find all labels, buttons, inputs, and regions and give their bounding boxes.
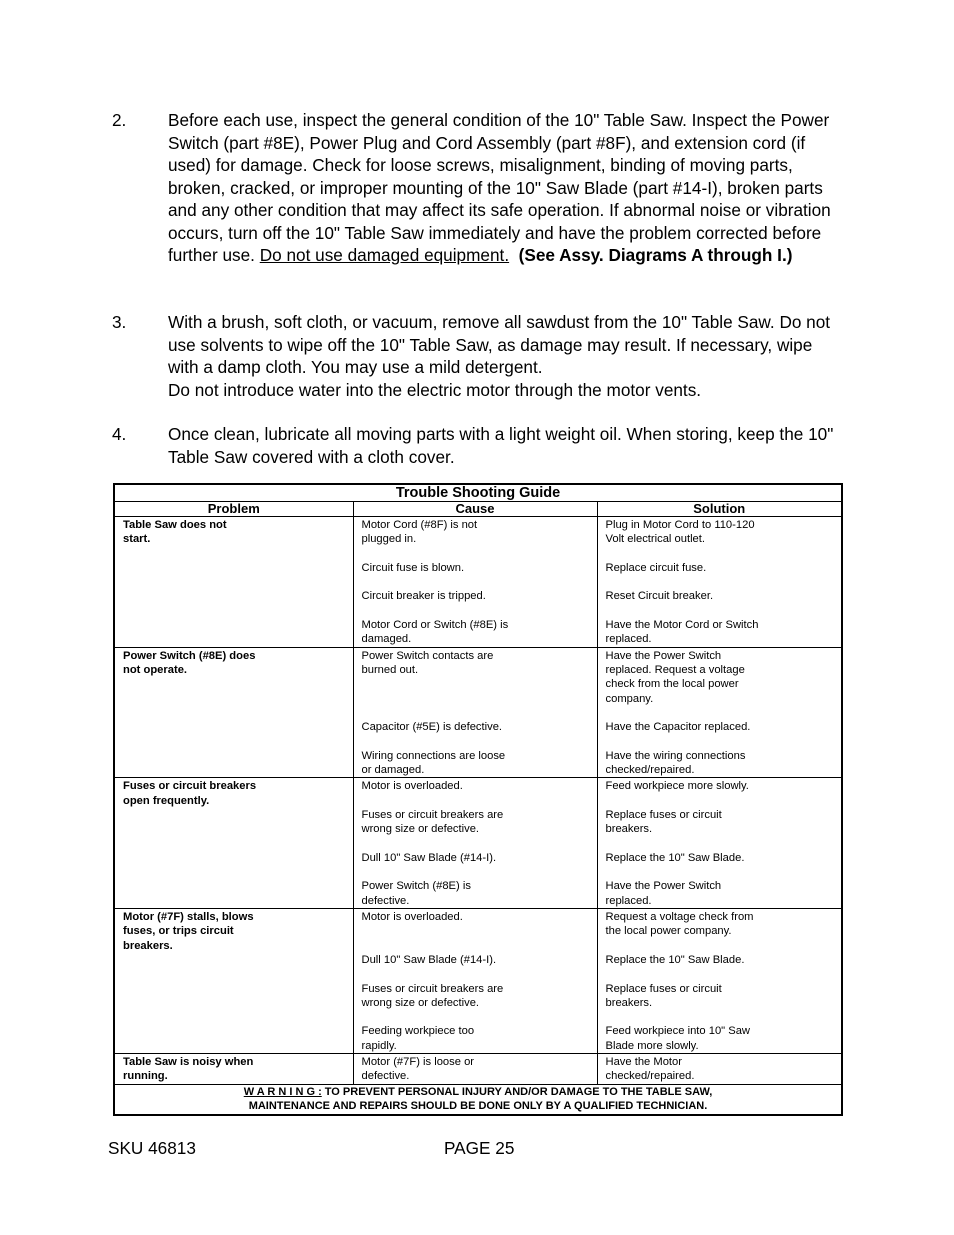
- item-text-main: With a brush, soft cloth, or vacuum, remove all sawdust from the 10" Table Saw. Do not use solvents to wipe off the 10" Table Saw, as damage may result. If necessary, wipe with a damp cloth. You may use a mild detergent.: [168, 312, 831, 377]
- item-number: 2.: [112, 110, 127, 130]
- column-header-solution: Solution: [597, 502, 842, 517]
- item-text: [168, 109, 842, 267]
- item-underlined-text: Do not use damaged equipment.: [259, 245, 510, 265]
- cause-cell: Motor is overloaded. Dull 10" Saw Blade (#14-I). Fuses or circuit breakers are wrong size or defective. Feeding workpiece too rapidly.: [361, 911, 504, 1052]
- cause-cell: Motor Cord (#8F) is not plugged in. Circuit fuse is blown. Circuit breaker is tripped. Motor Cord or Switch (#8E) is damaged.: [361, 519, 509, 646]
- footer-sku: SKU 46813: [108, 1138, 196, 1158]
- table-row: [114, 1053, 842, 1084]
- item-text-secondary: Do not introduce water into the electric motor through the motor vents.: [168, 379, 702, 400]
- cause-cell: Power Switch contacts are burned out. Capacitor (#5E) is defective. Wiring connections are loose or damaged.: [361, 649, 506, 777]
- item-text-main: Once clean, lubricate all moving parts with a light weight oil. When storing, keep the 10" Table Saw covered with a cloth cover.: [168, 424, 834, 467]
- item-text: [168, 423, 842, 468]
- problem-cell: Motor (#7F) stalls, blows fuses, or trips circuit breakers.: [123, 911, 254, 952]
- problem-cell: Fuses or circuit breakers open frequently.: [123, 780, 257, 807]
- warning-text: TO PREVENT PERSONAL INJURY AND/OR DAMAGE TO THE TABLE SAW, MAINTENANCE AND REPAIRS SHOULD BE DONE ONLY BY A QUALIFIED TECHNICIAN.: [248, 1085, 713, 1113]
- item-number: 3.: [112, 312, 127, 332]
- solution-cell: Have the Motor checked/repaired.: [605, 1055, 695, 1083]
- item-text-main: Before each use, inspect the general condition of the 10" Table Saw. Inspect the Power Switch (part #8E), Power Plug and Cord Assembly (part #8F), and extension cord (if used) for damage. Check for loose screws, misalignment, binding of moving parts, broken, cracked, or improper mounting of the 10" Saw Blade (part #14-I), broken parts and any other condition that may affect its safe operation. If abnormal noise or vibration occurs, turn off the 10" Table Saw immediately and have the problem corrected before further use.: [168, 110, 831, 265]
- table-row: [114, 647, 842, 778]
- table-row: [114, 778, 842, 909]
- item-number: 4.: [112, 424, 127, 444]
- cause-cell: Motor is overloaded. Fuses or circuit breakers are wrong size or defective. Dull 10" Saw Blade (#14-I). Power Switch (#8E) is defective.: [361, 780, 504, 907]
- troubleshooting-table: [113, 483, 843, 1116]
- warning-label: W A R N I N G :: [243, 1085, 322, 1098]
- cause-cell: Motor (#7F) is loose or defective.: [361, 1055, 475, 1083]
- footer-page-number: PAGE 25: [444, 1138, 515, 1158]
- list-item-4: [112, 423, 842, 468]
- table-row: [114, 909, 842, 1054]
- solution-cell: Feed workpiece more slowly. Replace fuses or circuit breakers. Replace the 10" Saw Blade. Have the Power Switch replaced.: [605, 780, 749, 907]
- item-bold-text: (See Assy. Diagrams A through I.): [518, 245, 793, 265]
- list-item-2: [112, 109, 842, 267]
- column-header-cause: Cause: [353, 502, 597, 517]
- table-title: Trouble Shooting Guide: [114, 484, 842, 502]
- solution-cell: Plug in Motor Cord to 110-120 Volt electrical outlet. Replace circuit fuse. Reset Circuit breaker. Have the Motor Cord or Switch replaced.: [605, 519, 759, 646]
- warning-notice: [114, 1084, 842, 1115]
- problem-cell: Table Saw does not start.: [123, 519, 227, 546]
- list-item-3: [112, 311, 842, 401]
- solution-cell: Have the Power Switch replaced. Request a voltage check from the local power company. Have the Capacitor replaced. Have the wiring connections checked/repaired.: [605, 649, 751, 777]
- item-text: [168, 311, 842, 401]
- problem-cell: Power Switch (#8E) does not operate.: [123, 649, 256, 676]
- table-row: [114, 517, 842, 648]
- solution-cell: Request a voltage check from the local power company. Replace the 10" Saw Blade. Replace fuses or circuit breakers. Feed workpiece into 10" Saw Blade more slowly.: [605, 911, 754, 1052]
- problem-cell: Table Saw is noisy when running.: [123, 1055, 254, 1083]
- column-header-problem: Problem: [114, 502, 353, 517]
